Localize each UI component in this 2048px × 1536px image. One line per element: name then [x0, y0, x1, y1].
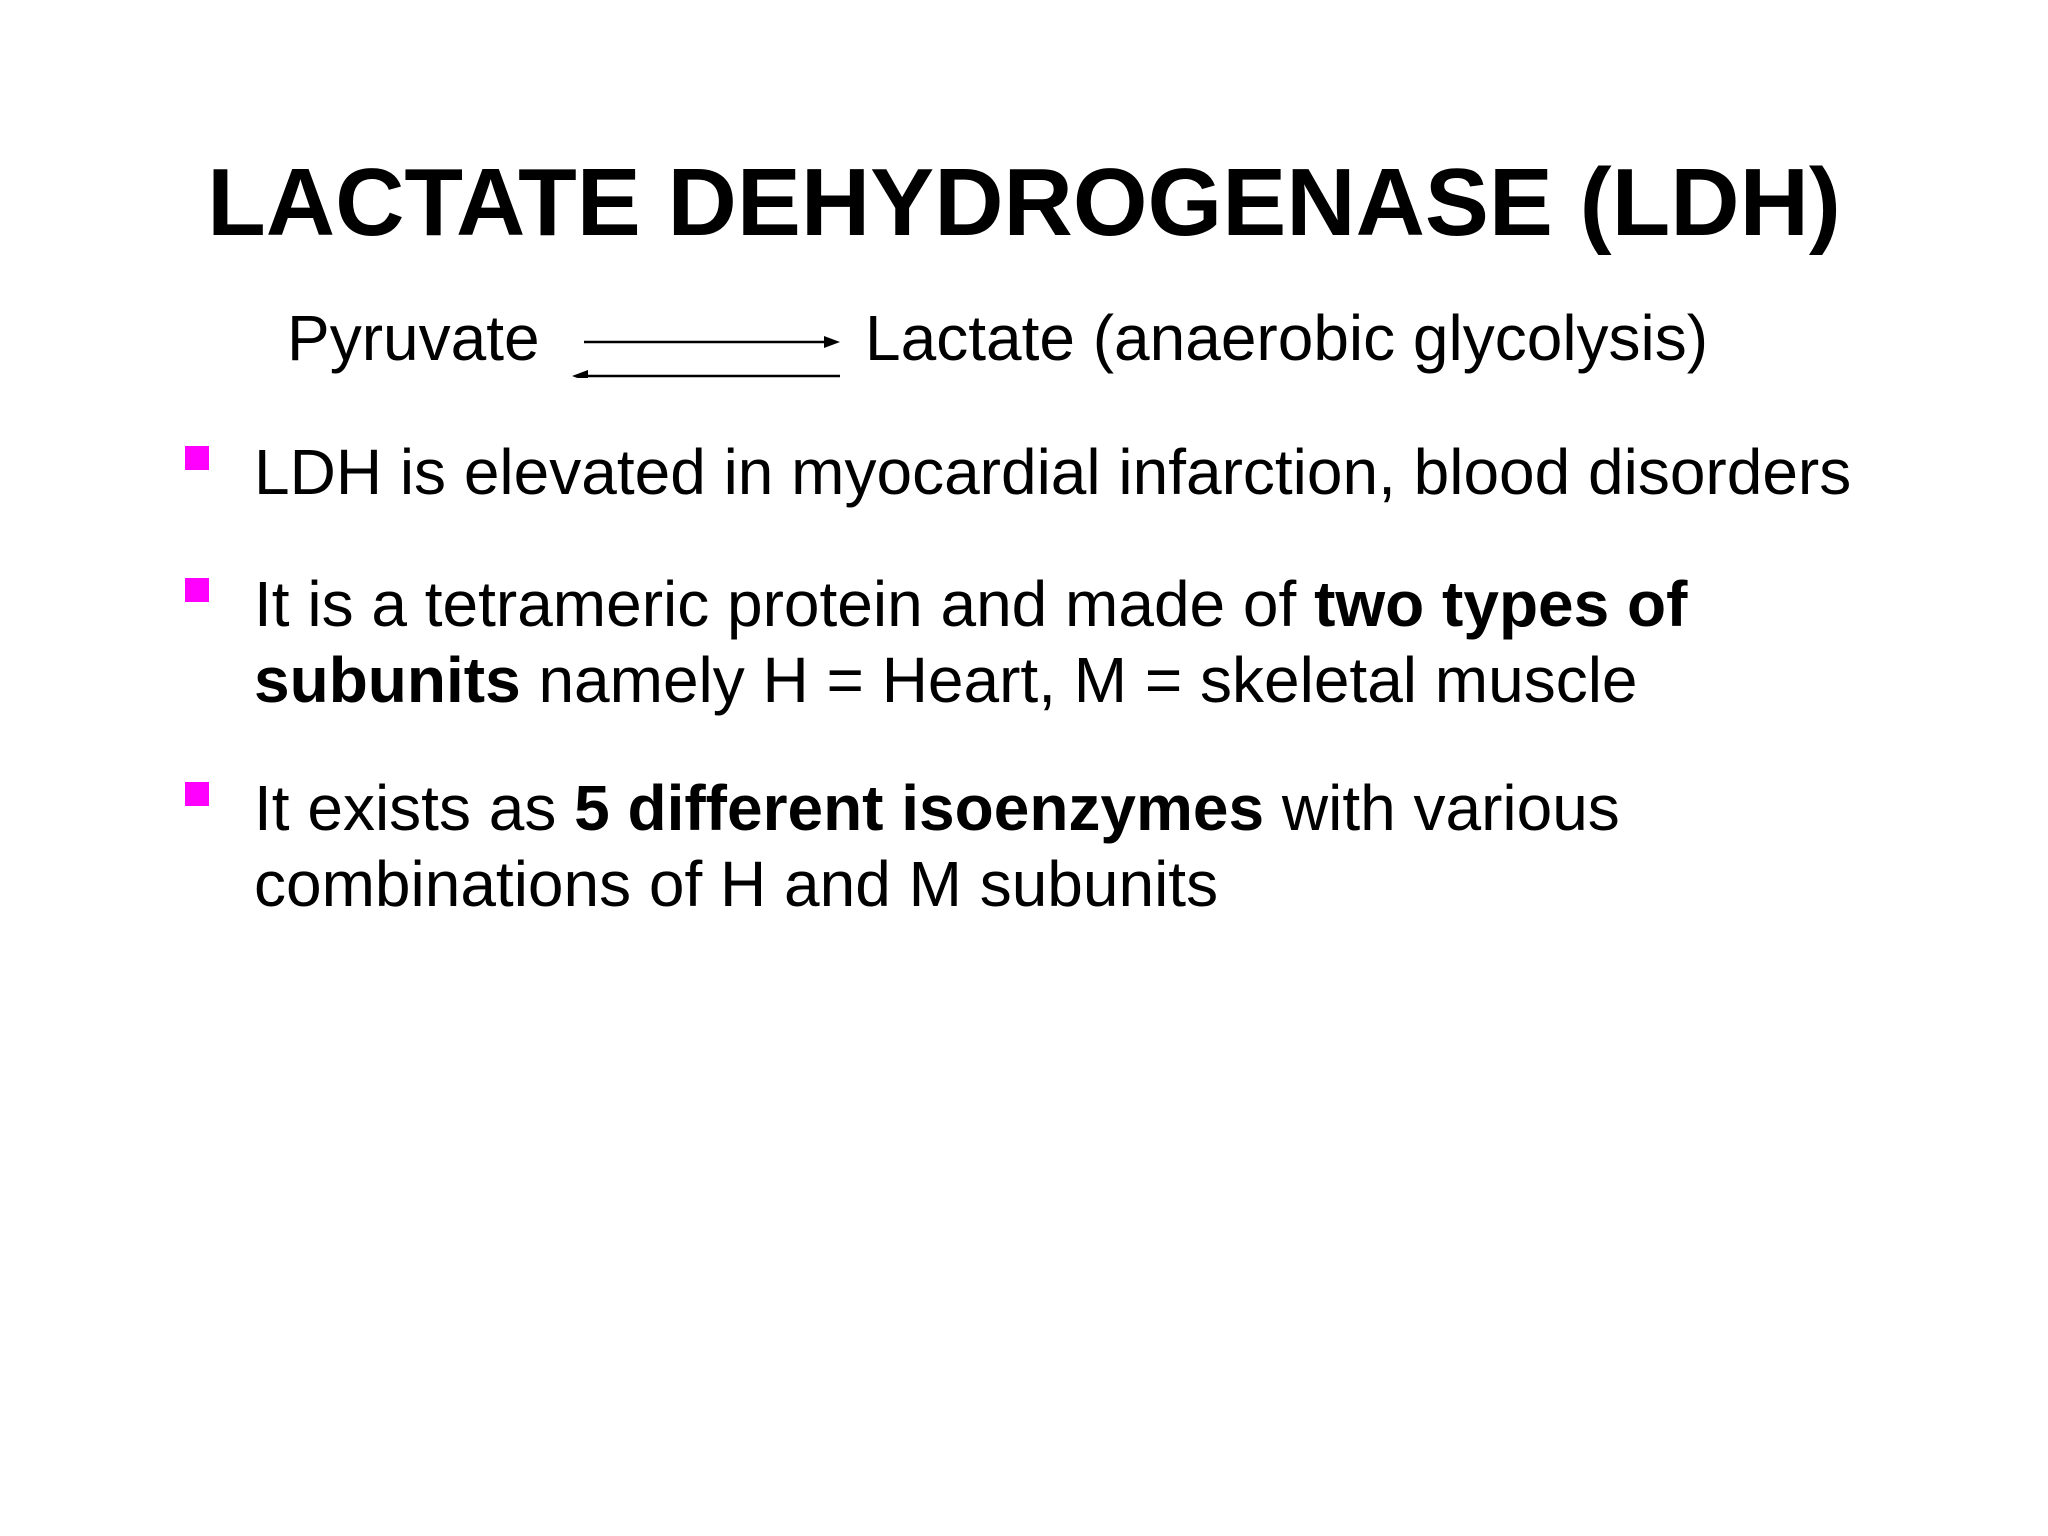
bullet-bold-segment: two types of subunits: [254, 568, 1688, 716]
slide-title: LACTATE DEHYDROGENASE (LDH): [207, 149, 1841, 256]
bullet-text-segment: It is a tetrameric protein and made of: [254, 568, 1315, 640]
reactant-label: Pyruvate: [287, 302, 540, 374]
bullet-bold-segment: 5 different isoenzymes: [574, 772, 1265, 844]
bullet-text-segment: LDH is elevated in myocardial infarction, blood disorders: [254, 436, 1852, 508]
reaction-equation: [0, 300, 2048, 400]
bullet-text: [254, 770, 1814, 922]
reversible-arrow-icon: [568, 322, 858, 378]
bullet-marker-icon: [185, 578, 209, 602]
bullet-text-segment: namely H = Heart, M = skeletal muscle: [520, 644, 1638, 716]
bullet-text-segment: with various combinations of H and M subunits: [254, 772, 1620, 920]
bullet-marker-icon: [185, 782, 209, 806]
bullet-text: [254, 566, 1874, 718]
bullet-text-segment: It exists as: [254, 772, 575, 844]
bullet-marker-icon: [185, 446, 209, 470]
bullet-text: [254, 434, 2014, 510]
product-label: Lactate (anaerobic glycolysis): [865, 302, 1709, 374]
